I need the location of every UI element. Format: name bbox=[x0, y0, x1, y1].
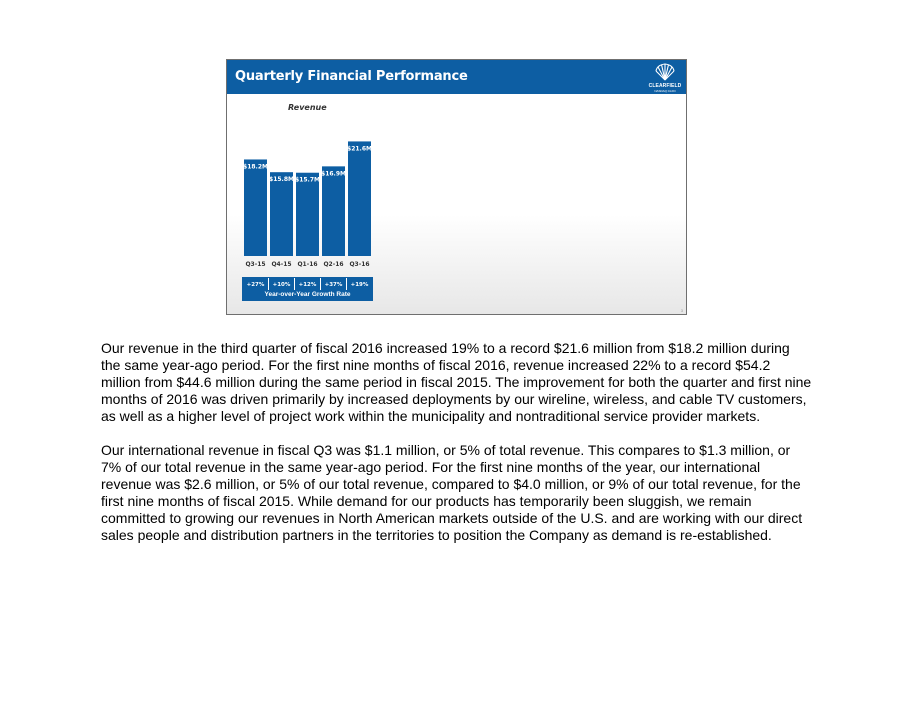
growth-rate-caption: Year-over-Year Growth Rate bbox=[264, 291, 351, 298]
page-number: 3 bbox=[680, 308, 683, 313]
body-text bbox=[101, 340, 813, 561]
bar bbox=[244, 159, 267, 256]
bar bbox=[296, 173, 319, 256]
growth-rate-label: +37% bbox=[324, 282, 343, 288]
slide-header bbox=[227, 60, 686, 94]
x-tick-label: Q3-15 bbox=[245, 261, 266, 268]
x-tick-label: Q1-16 bbox=[297, 261, 318, 268]
paragraph-international: Our international revenue in fiscal Q3 was $1.1 million, or 5% of total revenue. This compares to $1.3 million, or 7% of our total revenue in the same year-ago period. For the first nine months of the year, our international revenue was $2.6 million, or 5% of our total revenue, compared to $4.0 million, or 9% of our total revenue, for the first nine months of fiscal 2015. While demand for our products has temporarily been sluggish, we remain committed to growing our revenues in North American markets outside of the U.S. and are working with our direct sales people and distribution partners in the territories to position the Company as demand is re-established. bbox=[101, 442, 803, 543]
growth-rate-label: +27% bbox=[246, 282, 265, 288]
growth-rate-label: +12% bbox=[298, 282, 317, 288]
growth-rate-label: +19% bbox=[350, 282, 369, 288]
data-label: $21.6M bbox=[347, 145, 372, 153]
growth-rate-box bbox=[242, 277, 373, 301]
data-label: $15.8M bbox=[269, 176, 294, 184]
bar bbox=[322, 166, 345, 256]
x-tick-label: Q2-16 bbox=[323, 261, 344, 268]
slide bbox=[226, 59, 687, 315]
x-tick-label: Q3-16 bbox=[349, 261, 370, 268]
bar bbox=[348, 141, 371, 256]
growth-rate-cells bbox=[242, 277, 373, 291]
logo-tagline: NASDAQ:CLFD bbox=[654, 89, 676, 93]
clearfield-logo bbox=[648, 62, 682, 92]
shell-logo-icon bbox=[654, 62, 676, 82]
data-label: $18.2M bbox=[243, 163, 268, 171]
x-tick-label: Q4-15 bbox=[271, 261, 292, 268]
bar bbox=[270, 172, 293, 256]
data-label: $16.9M bbox=[321, 170, 346, 178]
slide-title: Quarterly Financial Performance bbox=[235, 69, 468, 84]
data-label: $15.7M bbox=[295, 176, 320, 184]
chart-title: Revenue bbox=[288, 103, 327, 112]
logo-name: CLEARFIELD bbox=[648, 83, 682, 89]
paragraph-revenue: Our revenue in the third quarter of fiscal 2016 increased 19% to a record $21.6 million from $18.2 million during the same year-ago period. For the first nine months of fiscal 2016, revenue increased 22% to a record $54.2 million from $44.6 million during the same period in fiscal 2015. The improvement for both the quarter and first nine months of 2016 was driven primarily by increased deployments by our wireline, wireless, and cable TV customers, as well as a higher level of project work within the municipality and nontraditional service provider markets. bbox=[101, 340, 812, 424]
growth-rate-label: +10% bbox=[272, 282, 291, 288]
